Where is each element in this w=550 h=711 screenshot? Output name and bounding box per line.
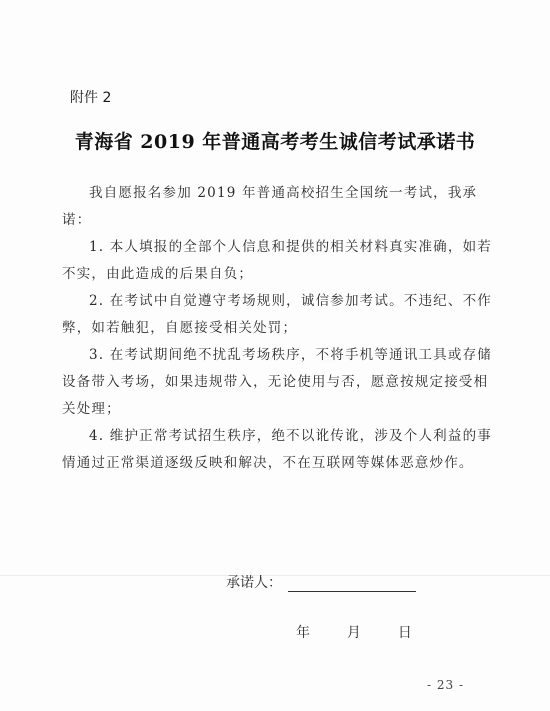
- document-title: 青海省 2019 年普通高考考生诚信考试承诺书: [74, 131, 476, 153]
- document-body: [62, 180, 492, 477]
- paragraph-item-2: 2. 在考试中自觉遵守考场规则，诚信参加考试。不违纪、不作弊，如若触犯，自愿接受相关处罚；: [62, 293, 492, 336]
- paragraph-item-1: 1. 本人填报的全部个人信息和提供的相关材料真实准确，如若不实，由此造成的后果自负；: [62, 239, 492, 282]
- paragraph-item-4: 4. 维护正常考试招生秩序，绝不以讹传讹，涉及个人利益的事情通过正常渠道逐级反映和解决，不在互联网等媒体恶意炒作。: [62, 428, 492, 471]
- date-month-label: 月: [346, 625, 361, 641]
- paragraph-item-3: 3. 在考试期间绝不扰乱考场秩序，不将手机等通讯工具或存储设备带入考场，如果违规带入，无论使用与否，愿意按规定接受相关处理；: [62, 347, 492, 417]
- page-number: - 23 -: [426, 678, 464, 692]
- date-year-label: 年: [296, 625, 310, 641]
- date-row: [296, 622, 412, 642]
- signature-row: [226, 572, 416, 592]
- paragraph-intro: 我自愿报名参加 2019 年普通高校招生全国统一考试，我承诺：: [62, 185, 478, 228]
- signature-label: 承诺人：: [226, 575, 282, 591]
- attachment-label: 附件 2: [70, 90, 112, 106]
- signature-line: [288, 575, 416, 592]
- date-day-label: 日: [397, 625, 412, 641]
